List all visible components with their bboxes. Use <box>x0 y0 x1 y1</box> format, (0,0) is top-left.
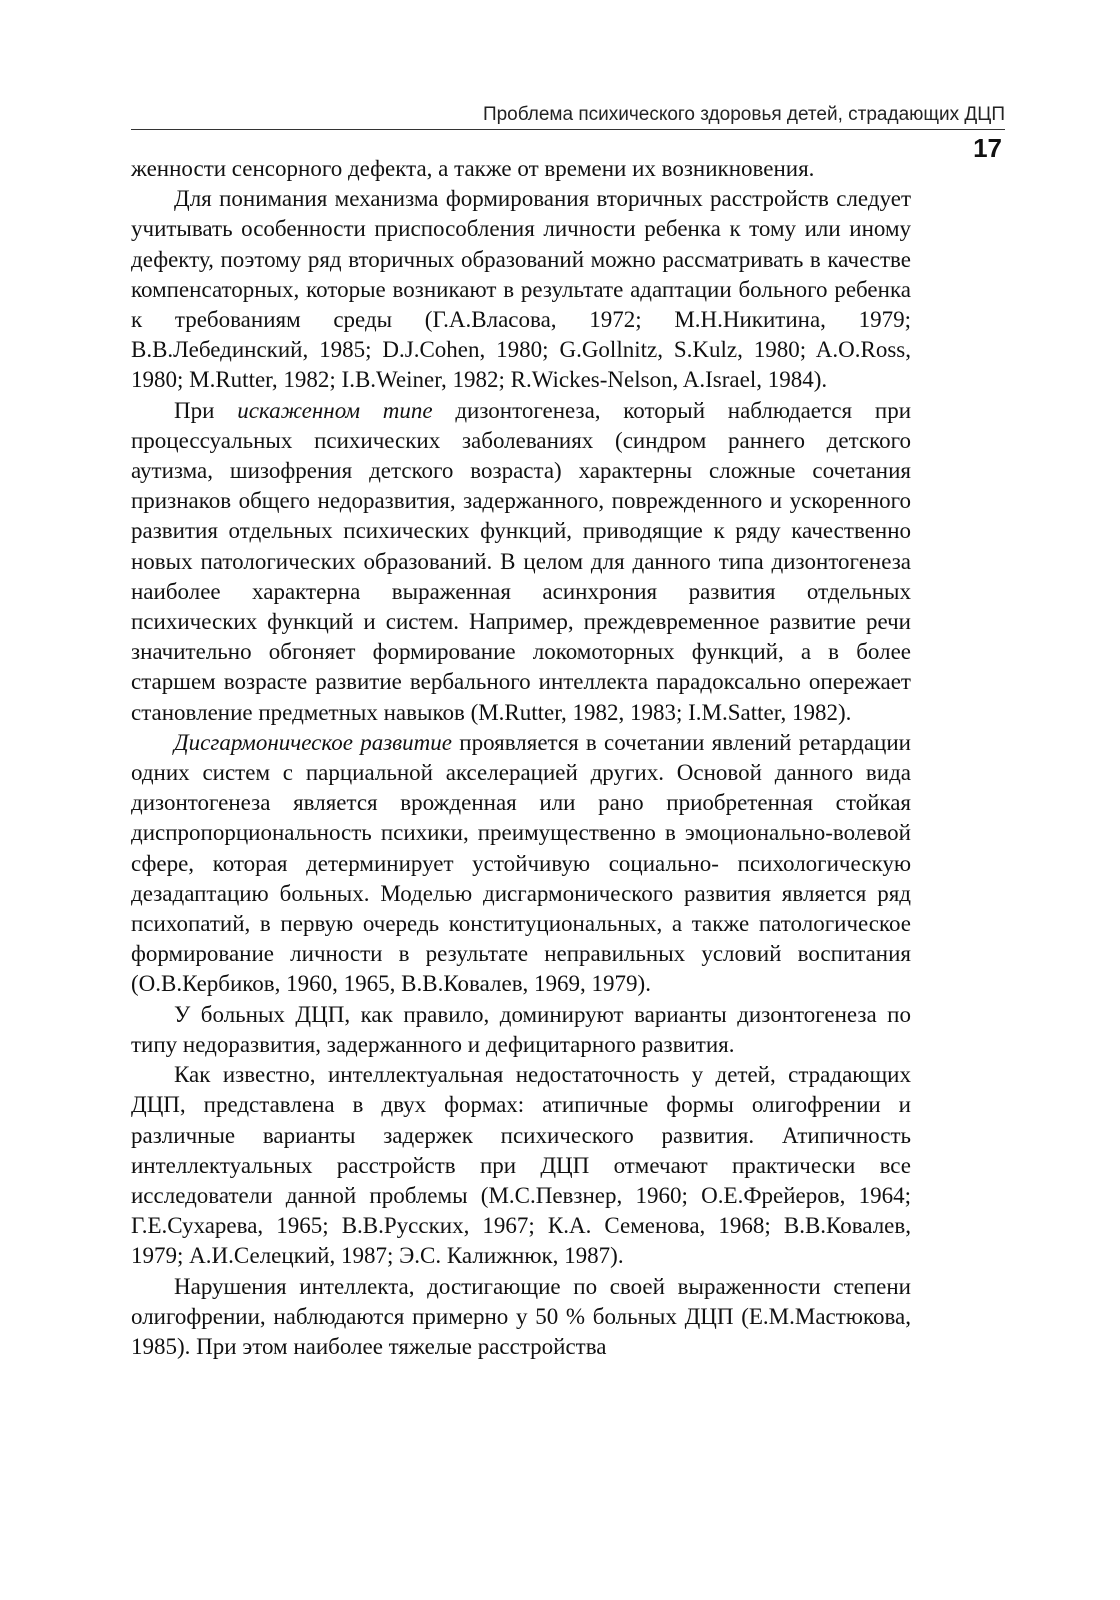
paragraph-intellect-disorders: Нарушения интеллекта, достигающие по своей выраженности степени олигофрении, наблюдаются примерно у 50 % больных ДЦП (Е.М.Мастюкова, 1985). При этом наиболее тяжелые расстройства <box>131 1273 911 1359</box>
paragraph-intellectual-insufficiency: Как известно, интеллектуальная недостаточность у детей, страдающих ДЦП, представлена в двух формах: атипичные формы олигофрении и различные варианты задержек психического развития. Атипичность интеллектуальных расстройств при ДЦП отмечают практически все исследователи данной проблемы (М.С.Певзнер, 1960; О.Е.Фрейеров, 1964; Г.Е.Сухарева, 1965; В.В.Русских, 1967; К.А. Семенова, 1968; В.В.Ковалев, 1979; А.И.Селецкий, 1987; Э.С. Калижнюк, 1987). <box>131 1062 911 1269</box>
paragraph-disharmonic-development <box>131 728 911 1000</box>
italic-term: Дисгармоническое развитие <box>174 729 452 755</box>
italic-term: искаженном типе <box>237 397 433 423</box>
header-rule <box>131 129 1005 130</box>
page-number: 17 <box>973 133 1002 163</box>
running-header: Проблема психического здоровья детей, страдающих ДЦП <box>482 104 1005 125</box>
body-text <box>131 154 911 1362</box>
paragraph-dcp-variants: У больных ДЦП, как правило, доминируют варианты дизонтогенеза по типу недоразвития, задержанного и дефицитарного развития. <box>131 1001 911 1057</box>
paragraph-distorted-type <box>131 396 911 728</box>
paragraph-text: дизонтогенеза, который наблюдается при процессуальных психических заболеваниях (синдром раннего детского аутизма, шизофрения детского возраста) характерны сложные сочетания признаков общего недоразвития, задержанного, поврежденного и ускоренного развития отдельных психических функций, приводящие к ряду качественно новых патологических образований. В целом для данного типа дизонтогенеза наиболее характерна выраженная асинхрония развития отдельных психических функций и систем. Например, преждевременное развитие речи значительно обгоняет формирование локомоторных функций, а в более старшем возрасте развитие вербального интеллекта парадоксально опережает становление предметных навыков (M.Rutter, 1982, 1983; I.M.Satter, 1982). <box>131 397 912 725</box>
paragraph-secondary-disorders: Для понимания механизма формирования вторичных расстройств следует учитывать особенности приспособления личности ребенка к тому или иному дефекту, поэтому ряд вторичных образований можно рассматривать в качестве компенсаторных, которые возникают в результате адаптации больного ребенка к требованиям среды (Г.А.Власова, 1972; М.Н.Никитина, 1979; В.В.Лебединский, 1985; D.J.Cohen, 1980; G.Gollnitz, S.Kulz, 1980; A.O.Ross, 1980; M.Rutter, 1982; I.B.Weiner, 1982; R.Wickes-Nelson, A.Israel, 1984). <box>131 186 911 393</box>
paragraph-text: При <box>174 397 238 423</box>
paragraph-continuation: женности сенсорного дефекта, а также от времени их возникновения. <box>131 156 815 181</box>
paragraph-text: проявляется в сочетании явлений ретардации одних систем с парциальной акселерацией других. Основой данного вида дизонтогенеза является врожденная или рано приобретенная стойкая диспропорциональность психики, преимущественно в эмоционально-волевой сфере, которая детерминирует устойчивую социально- психологическую дезадаптацию больных. Моделью дисгармонического развития является ряд психопатий, в первую очередь конституциональных, а также патологическое формирование личности в результате неправильных условий воспитания (О.В.Кербиков, 1960, 1965, В.В.Ковалев, 1969, 1979). <box>131 729 911 997</box>
